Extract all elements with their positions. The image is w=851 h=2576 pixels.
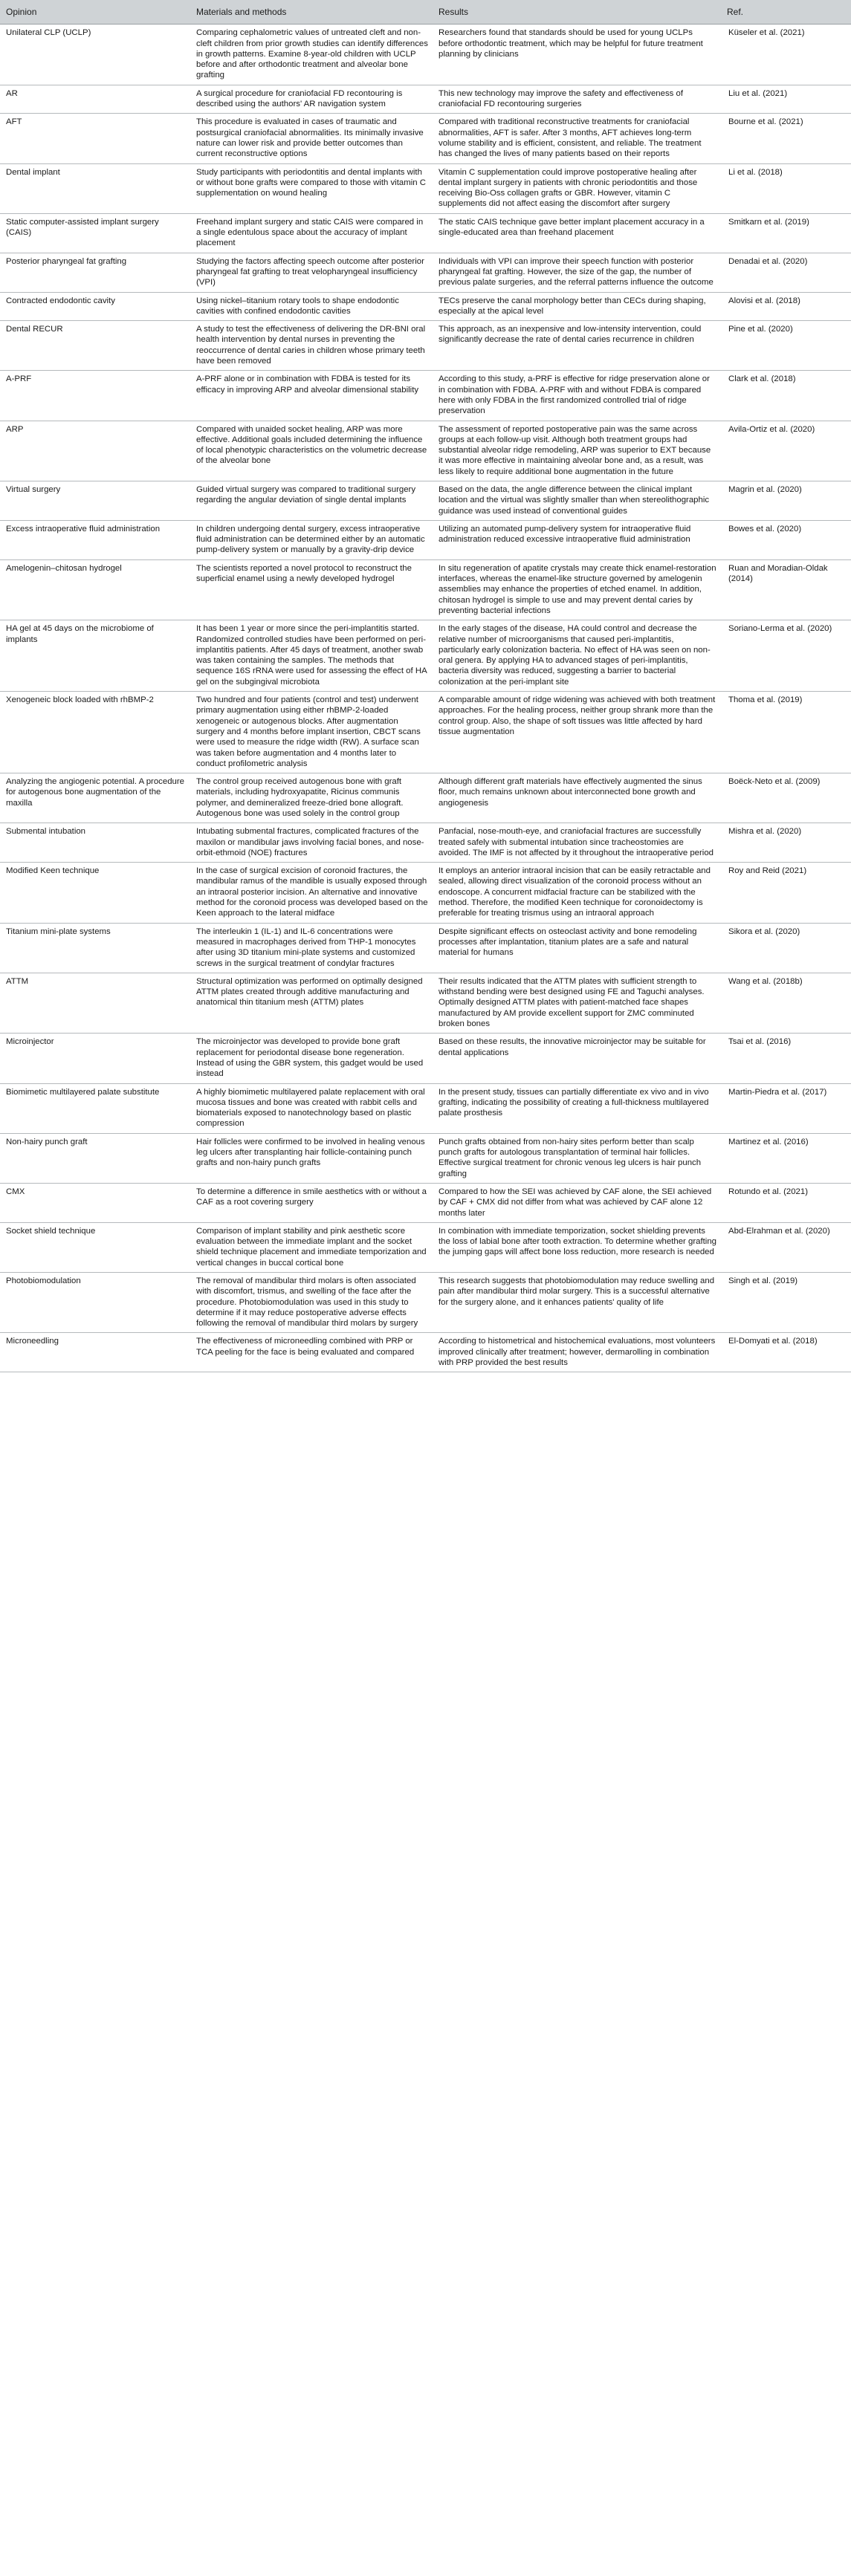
cell-ref: Soriano-Lerma et al. (2020)	[721, 620, 851, 692]
cell-opinion: Analyzing the angiogenic potential. A procedure for autogenous bone augmentation of the maxilla	[0, 773, 190, 823]
table-body	[0, 25, 851, 1372]
cell-ref: Alovisi et al. (2018)	[721, 292, 851, 321]
cell-opinion: Amelogenin–chitosan hydrogel	[0, 559, 190, 620]
cell-results: This research suggests that photobiomodulation may reduce swelling and pain after mandibular third molar surgery. This is a successful alternative for the surgery alone, and it enhances patients' quality of life	[433, 1272, 721, 1332]
table-row	[0, 1333, 851, 1372]
cell-methods: A study to test the effectiveness of delivering the DR-BNI oral health intervention by dental nurses in preventing the reoccurrence of dental caries in children whose primary teeth have been removed	[190, 321, 433, 371]
cell-methods: The scientists reported a novel protocol to reconstruct the superficial enamel using a newly developed hydrogel	[190, 559, 433, 620]
cell-opinion: Socket shield technique	[0, 1222, 190, 1272]
cell-methods: In the case of surgical excision of coronoid fractures, the mandibular ramus of the mandible is usually exposed through an intraoral posterior incision. An alternative and innovative method for the coronoid process was developed based on the Keen approach to the lateral midface	[190, 863, 433, 923]
table-row	[0, 692, 851, 773]
cell-results: Panfacial, nose-mouth-eye, and craniofacial fractures are successfully treated safely with submental intubation since tracheostomies are avoided. The IMF is not affected by it throughout the intraoperative period	[433, 823, 721, 863]
cell-ref: Martin-Piedra et al. (2017)	[721, 1083, 851, 1133]
cell-results: Despite significant effects on osteoclast activity and bone remodeling processes after implantation, titanium plates are a safe and natural material for humans	[433, 923, 721, 973]
cell-methods: A surgical procedure for craniofacial FD recontouring is described using the authors' AR navigation system	[190, 85, 433, 114]
table-row	[0, 1222, 851, 1272]
cell-results: Their results indicated that the ATTM plates with sufficient strength to withstand bending were best designed using FE and Taguchi analyses. Optimally designed ATTM plates with patient-matched face shapes manufactured by AM provide excellent support for ZMC comminuted broken bones	[433, 973, 721, 1033]
cell-opinion: Unilateral CLP (UCLP)	[0, 25, 190, 85]
cell-methods: In children undergoing dental surgery, excess intraoperative fluid administration can be determined either by an automatic pump-delivery system or manually by a gravity-drip device	[190, 520, 433, 559]
table-row	[0, 823, 851, 863]
cell-results: A comparable amount of ridge widening was achieved with both treatment approaches. For the healing process, neither group shrank more than the control group. Also, the shape of soft tissues was little affected by hard tissue augmentation	[433, 692, 721, 773]
cell-opinion: Microneedling	[0, 1333, 190, 1372]
cell-methods: Guided virtual surgery was compared to traditional surgery regarding the angular deviation of single dental implants	[190, 481, 433, 520]
cell-ref: Mishra et al. (2020)	[721, 823, 851, 863]
cell-results: Based on the data, the angle difference between the clinical implant location and the virtual was slightly smaller than when stereolithographic guidance was used instead of conventional guides	[433, 481, 721, 520]
cell-methods: A-PRF alone or in combination with FDBA is tested for its efficacy in improving ARP and alveolar dimensional stability	[190, 371, 433, 421]
cell-methods: Two hundred and four patients (control and test) underwent primary augmentation using either rhBMP-2-loaded xenogeneic or autogenous blocks. After augmentation surgery and 4 months before implant insertion, CBCT scans were used to measure the ridge width (RW). A surface scan was taken before augmentation and 4 months later to conduct profilometric analysis	[190, 692, 433, 773]
cell-results: This approach, as an inexpensive and low-intensity intervention, could significantly decrease the rate of dental caries recurrence in children	[433, 321, 721, 371]
cell-opinion: A-PRF	[0, 371, 190, 421]
table-row	[0, 973, 851, 1033]
table-row	[0, 520, 851, 559]
table-row	[0, 1272, 851, 1332]
cell-results: Researchers found that standards should be used for young UCLPs before orthodontic treatment, which may be helpful for future treatment planning by clinicians	[433, 25, 721, 85]
cell-ref: Rotundo et al. (2021)	[721, 1183, 851, 1222]
cell-ref: Bourne et al. (2021)	[721, 114, 851, 163]
cell-opinion: ARP	[0, 421, 190, 481]
cell-ref: Smitkarn et al. (2019)	[721, 213, 851, 253]
cell-results: It employs an anterior intraoral incision that can be easily retractable and sealed, allowing direct visualization of the coronoid process without an endoscope. A concurrent midfacial fracture can be stabilized with the method. Therefore, the modified Keen technique for coronoidectomy is preferable for treating trismus using an intraoral approach	[433, 863, 721, 923]
table-row	[0, 114, 851, 163]
cell-opinion: Microinjector	[0, 1034, 190, 1083]
cell-opinion: AFT	[0, 114, 190, 163]
cell-results: This new technology may improve the safety and effectiveness of craniofacial FD recontouring surgeries	[433, 85, 721, 114]
cell-methods: Freehand implant surgery and static CAIS were compared in a single edentulous space about the accuracy of implant placement	[190, 213, 433, 253]
cell-methods: Comparing cephalometric values of untreated cleft and non-cleft children from prior growth studies can identify differences in growth patterns. Examine 8-year-old children with UCLP before and after orthodontic treatment and alveolar bone grafting	[190, 25, 433, 85]
cell-opinion: Xenogeneic block loaded with rhBMP-2	[0, 692, 190, 773]
cell-ref: Martinez et al. (2016)	[721, 1133, 851, 1183]
cell-methods: The interleukin 1 (IL-1) and IL-6 concentrations were measured in macrophages derived from THP-1 monocytes after using 3D titanium mini-plate systems and customized screws in the surgical treatment of condylar fractures	[190, 923, 433, 973]
cell-results: In the early stages of the disease, HA could control and decrease the relative number of microorganisms that caused peri-implantitis, particularly early colonization bacteria. No effect of HA was seen on non-oral genera. By applying HA to advanced stages of peri-implantitis, bacteria diversity was reduced, suggesting a barrier to bacterial colonization at the peri-implant site	[433, 620, 721, 692]
table-row	[0, 773, 851, 823]
cell-opinion: Titanium mini-plate systems	[0, 923, 190, 973]
cell-results: Compared to how the SEI was achieved by CAF alone, the SEI achieved by CAF + CMX did not differ from what was achieved by CAF alone 12 months later	[433, 1183, 721, 1222]
cell-opinion: Submental intubation	[0, 823, 190, 863]
cell-ref: El-Domyati et al. (2018)	[721, 1333, 851, 1372]
cell-opinion: Excess intraoperative fluid administration	[0, 520, 190, 559]
table-row	[0, 85, 851, 114]
table-row	[0, 559, 851, 620]
cell-results: The assessment of reported postoperative pain was the same across groups at each follow-up visit. Although both treatment groups had substantial alveolar ridge remodeling, ARP was superior to EXT because it was more effective in maintaining alveolar bone and, as a result, was less likely to require additional bone augmentation in the future	[433, 421, 721, 481]
cell-methods: To determine a difference in smile aesthetics with or without a CAF as a root covering surgery	[190, 1183, 433, 1222]
cell-ref: Li et al. (2018)	[721, 163, 851, 213]
cell-results: Compared with traditional reconstructive treatments for craniofacial abnormalities, AFT is safer. After 3 months, AFT achieves long-term volume stability and is efficient, consistent, and reliable. The treatment has changed the lives of many patients based on their reports	[433, 114, 721, 163]
cell-opinion: ATTM	[0, 973, 190, 1033]
cell-ref: Küseler et al. (2021)	[721, 25, 851, 85]
cell-opinion: Dental implant	[0, 163, 190, 213]
cell-ref: Wang et al. (2018b)	[721, 973, 851, 1033]
cell-opinion: Photobiomodulation	[0, 1272, 190, 1332]
cell-ref: Singh et al. (2019)	[721, 1272, 851, 1332]
header-opinion: Opinion	[0, 0, 190, 25]
cell-methods: Study participants with periodontitis and dental implants with or without bone grafts were compared to those with vitamin C supplementation on wound healing	[190, 163, 433, 213]
cell-results: In the present study, tissues can partially differentiate ex vivo and in vivo grafting, indicating the possibility of creating a full-thickness multilayered palate prosthesis	[433, 1083, 721, 1133]
table-row	[0, 863, 851, 923]
cell-ref: Abd-Elrahman et al. (2020)	[721, 1222, 851, 1272]
cell-methods: It has been 1 year or more since the peri-implantitis started. Randomized controlled studies have been performed on peri-implantitis patients. After 45 days of treatment, another swab was taken containing the samples. The methods that sequence 16S rRNA were used for assessing the effect of HA gel on the subgingival microbiota	[190, 620, 433, 692]
cell-methods: Structural optimization was performed on optimally designed ATTM plates created through additive manufacturing and anatomical thin titanium mesh (ATTM) plates	[190, 973, 433, 1033]
cell-ref: Thoma et al. (2019)	[721, 692, 851, 773]
header-ref: Ref.	[721, 0, 851, 25]
table-row	[0, 213, 851, 253]
cell-results: TECs preserve the canal morphology better than CECs during shaping, especially at the apical level	[433, 292, 721, 321]
cell-methods: Using nickel–titanium rotary tools to shape endodontic cavities with confined endodontic cavities	[190, 292, 433, 321]
cell-results: In combination with immediate temporization, socket shielding prevents the loss of labial bone after tooth extraction. To determine whether grafting the jumping gaps will affect bone loss reduction, more research is needed	[433, 1222, 721, 1272]
cell-opinion: Biomimetic multilayered palate substitute	[0, 1083, 190, 1133]
cell-opinion: Non-hairy punch graft	[0, 1133, 190, 1183]
cell-results: Based on these results, the innovative microinjector may be suitable for dental applications	[433, 1034, 721, 1083]
table-row	[0, 1034, 851, 1083]
table-row	[0, 253, 851, 292]
cell-ref: Magrin et al. (2020)	[721, 481, 851, 520]
cell-ref: Pine et al. (2020)	[721, 321, 851, 371]
cell-ref: Ruan and Moradian-Oldak (2014)	[721, 559, 851, 620]
table-row	[0, 421, 851, 481]
cell-ref: Roy and Reid (2021)	[721, 863, 851, 923]
cell-results: Individuals with VPI can improve their speech function with posterior pharyngeal fat grafting. However, the size of the gap, the number of previous palate surgeries, and the referral patterns influence the outcome	[433, 253, 721, 292]
cell-results: Punch grafts obtained from non-hairy sites perform better than scalp punch grafts for autologous transplantation of terminal hair follicles. Effective surgical treatment for chronic venous leg ulcers is hair punch grafting	[433, 1133, 721, 1183]
table-row	[0, 1133, 851, 1183]
cell-ref: Boëck-Neto et al. (2009)	[721, 773, 851, 823]
cell-opinion: Static computer-assisted implant surgery (CAIS)	[0, 213, 190, 253]
cell-ref: Denadai et al. (2020)	[721, 253, 851, 292]
cell-ref: Liu et al. (2021)	[721, 85, 851, 114]
cell-results: According to this study, a-PRF is effective for ridge preservation alone or in combination with FDBA. A-PRF with and without FDBA is compared here with only FDBA in the first randomized controlled trial of ridge preservation	[433, 371, 721, 421]
cell-opinion: HA gel at 45 days on the microbiome of implants	[0, 620, 190, 692]
header-results: Results	[433, 0, 721, 25]
header-materials-methods: Materials and methods	[190, 0, 433, 25]
table-row	[0, 292, 851, 321]
table-row	[0, 25, 851, 85]
cell-results: Although different graft materials have effectively augmented the sinus floor, much remains unknown about interconnected bone growth and angiogenesis	[433, 773, 721, 823]
cell-methods: Hair follicles were confirmed to be involved in healing venous leg ulcers after transplanting hair follicle-containing punch grafts and non-hairy punch grafts	[190, 1133, 433, 1183]
cell-ref: Bowes et al. (2020)	[721, 520, 851, 559]
cell-methods: Intubating submental fractures, complicated fractures of the maxilon or mandibular jaws involving facial bones, and nose-orbit-ethmoid (NOE) fractures	[190, 823, 433, 863]
cell-methods: The control group received autogenous bone with graft materials, including hydroxyapatite, Ricinus communis polymer, and demineralized freeze-dried bone allograft. Autogenous bone was used solely in the control group	[190, 773, 433, 823]
table-header	[0, 0, 851, 25]
table-row	[0, 923, 851, 973]
cell-methods: This procedure is evaluated in cases of traumatic and postsurgical craniofacial abnormalities. Its minimally invasive nature can lower risk and provide better outcomes than current reconstructive options	[190, 114, 433, 163]
cell-opinion: AR	[0, 85, 190, 114]
header-row	[0, 0, 851, 25]
table-row	[0, 1183, 851, 1222]
cell-results: According to histometrical and histochemical evaluations, most volunteers improved clinically after treatment; however, dermarolling in combination with PRP provided the best results	[433, 1333, 721, 1372]
cell-opinion: Contracted endodontic cavity	[0, 292, 190, 321]
cell-methods: Comparison of implant stability and pink aesthetic score evaluation between the immediate implant and the socket shield technique placement and immediate temporization and vertical changes in buccal cortical bone	[190, 1222, 433, 1272]
cell-ref: Sikora et al. (2020)	[721, 923, 851, 973]
cell-methods: The microinjector was developed to provide bone graft replacement for periodontal disease bone regeneration. Instead of using the GBR system, this gadget would be used instead	[190, 1034, 433, 1083]
table-row	[0, 620, 851, 692]
cell-methods: A highly biomimetic multilayered palate replacement with oral mucosa tissues and bone was created with rabbit cells and biomaterials exposed to nanotechnology based on plastic compression	[190, 1083, 433, 1133]
table-row	[0, 371, 851, 421]
cell-ref: Avila-Ortiz et al. (2020)	[721, 421, 851, 481]
table-row	[0, 481, 851, 520]
cell-opinion: CMX	[0, 1183, 190, 1222]
table-row	[0, 163, 851, 213]
cell-results: Vitamin C supplementation could improve postoperative healing after dental implant surgery in patients with chronic periodontitis and those receiving Bio-Oss collagen grafts or GBR. However, vitamin C supplements did not affect easing the discomfort after surgery	[433, 163, 721, 213]
cell-opinion: Dental RECUR	[0, 321, 190, 371]
table-row	[0, 321, 851, 371]
cell-results: The static CAIS technique gave better implant placement accuracy in a single-educated area than freehand placement	[433, 213, 721, 253]
cell-results: In situ regeneration of apatite crystals may create thick enamel-restoration interfaces, whereas the enamel-like structure governed by amelogenin assemblies may enhance the properties of etched enamel. In addition, chitosan hydrogel is simple to use and may prevent dental caries by preventing bacterial infections	[433, 559, 721, 620]
cell-methods: The removal of mandibular third molars is often associated with discomfort, trismus, and swelling of the face after the procedure. Photobiomodulation was used in this study to determine if it may reduce postoperative adverse effects following the removal of mandibular third molars by surgery	[190, 1272, 433, 1332]
cell-methods: The effectiveness of microneedling combined with PRP or TCA peeling for the face is being evaluated and compared	[190, 1333, 433, 1372]
cell-opinion: Posterior pharyngeal fat grafting	[0, 253, 190, 292]
cell-results: Utilizing an automated pump-delivery system for intraoperative fluid administration reduced excessive intraoperative fluid administration	[433, 520, 721, 559]
cell-methods: Compared with unaided socket healing, ARP was more effective. Additional goals included determining the influence of local phenotypic characteristics on the volumetric decrease of the alveolar bone	[190, 421, 433, 481]
table-row	[0, 1083, 851, 1133]
cell-opinion: Modified Keen technique	[0, 863, 190, 923]
cell-methods: Studying the factors affecting speech outcome after posterior pharyngeal fat grafting to treat velopharyngeal insufficiency (VPI)	[190, 253, 433, 292]
cell-ref: Tsai et al. (2016)	[721, 1034, 851, 1083]
cell-opinion: Virtual surgery	[0, 481, 190, 520]
cell-ref: Clark et al. (2018)	[721, 371, 851, 421]
